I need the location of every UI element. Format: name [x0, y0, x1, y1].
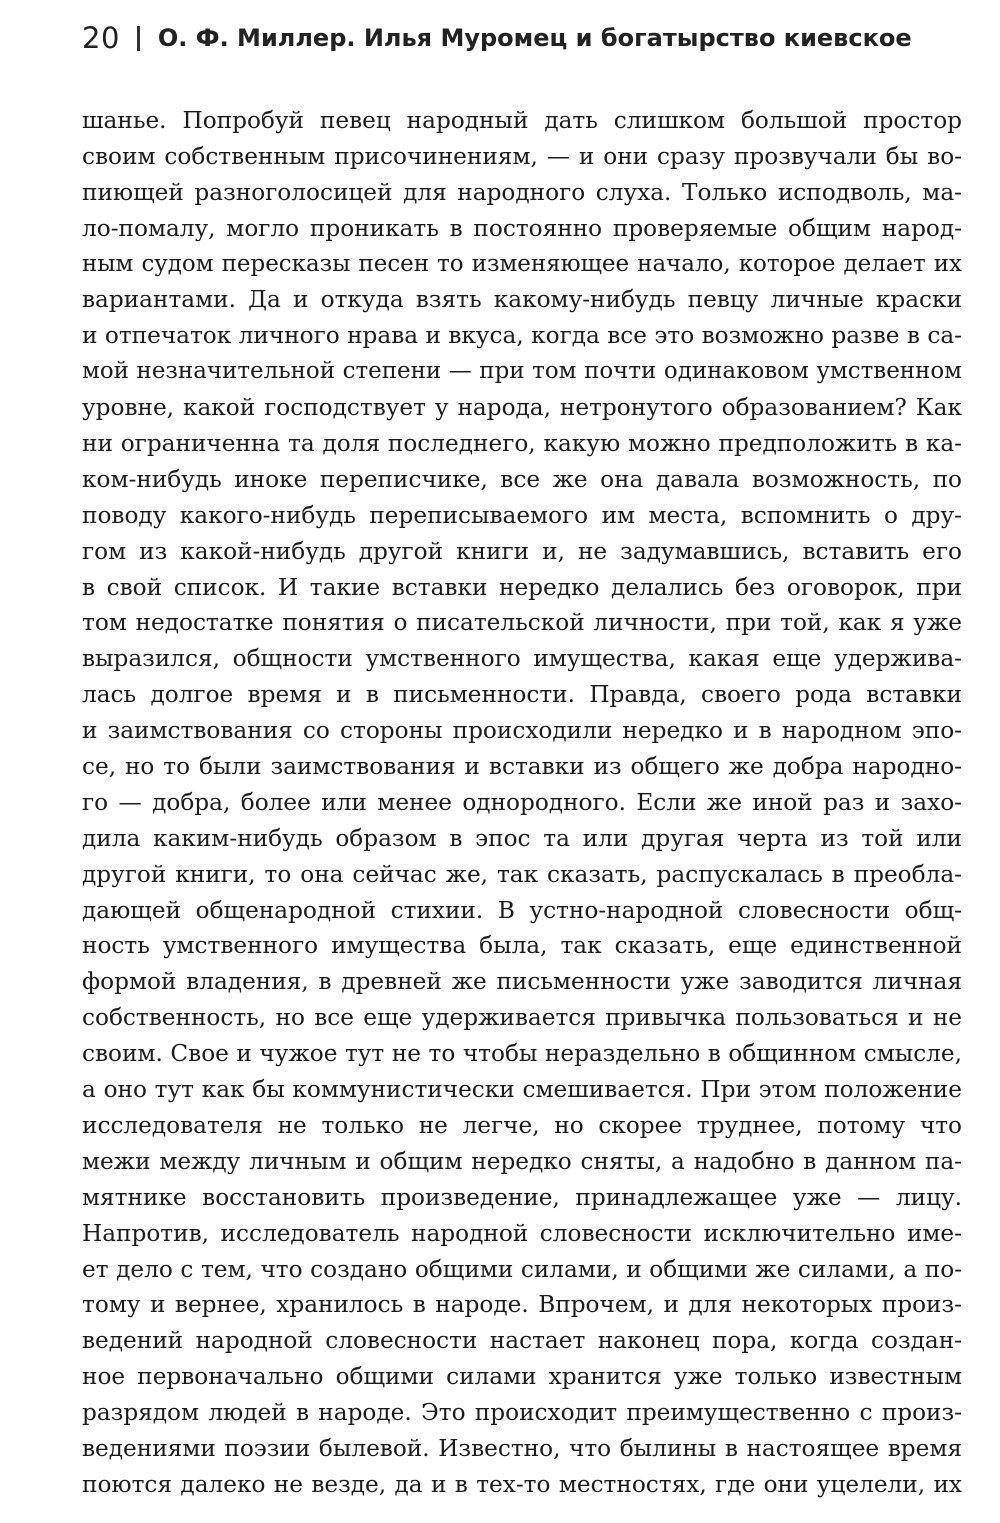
text-line: уровне, какой господствует у народа, нетронутого образованием? Как	[82, 394, 962, 422]
text-line: ность умственного имущества была, так сказать, еще единственной	[82, 932, 962, 960]
text-line: и отпечаток личного нрава и вкуса, когда все это возможно разве в са-	[82, 322, 962, 350]
text-line: том недостатке понятия о писательской личности, при той, как я уже	[82, 609, 962, 637]
text-line: другой книги, то она сейчас же, так сказать, распускалась в преобла-	[82, 860, 962, 888]
text-line: ведений народной словесности настает наконец пора, когда создан-	[82, 1327, 962, 1355]
text-line: ло-помалу, могло проникать в постоянно проверяемые общим народ-	[82, 214, 962, 242]
text-line: мятнике восстановить произведение, принадлежащее уже — лицу.	[82, 1183, 962, 1211]
text-line: а оно тут как бы коммунистически смешивается. При этом положение	[82, 1076, 962, 1104]
text-line: разрядом людей в народе. Это происходит преимущественно с произ-	[82, 1399, 962, 1427]
text-line: тому и вернее, хранилось в народе. Впрочем, и для некоторых произ-	[82, 1291, 962, 1319]
text-line: ным судом пересказы песен то изменяющее начало, которое делает их	[82, 250, 962, 277]
text-line: собственность, но все еще удерживается привычка пользоваться и не	[82, 1004, 962, 1032]
text-line: поводу какого-нибудь переписываемого им места, вспомнить о дру-	[82, 501, 962, 529]
text-line: межи между личным и общим нередко сняты, а надобно в данном па-	[82, 1147, 962, 1175]
text-line: лась долгое время и в письменности. Правда, своего рода вставки	[82, 681, 962, 709]
text-line: выразился, общности умственного имущества, какая еще удержива-	[82, 645, 962, 673]
header-divider	[137, 26, 140, 51]
text-line: своим. Свое и чужое тут не то чтобы нераздельно в общинном смысле,	[82, 1040, 962, 1068]
page-number: 20	[82, 21, 120, 55]
text-line: вариантами. Да и откуда взять какому-нибудь певцу личные краски	[82, 286, 962, 314]
text-line: пиющей разноголосицей для народного слуха. Только исподволь, ма-	[82, 178, 962, 206]
text-line: шанье. Попробуй певец народный дать слишком большой простор	[82, 107, 962, 134]
text-line: ет дело с тем, что создано общими силами, и общими же силами, а по-	[82, 1255, 962, 1283]
running-head	[82, 16, 912, 60]
text-line: исследователя не только не легче, но скорее труднее, потому что	[82, 1111, 962, 1139]
text-line: поются далеко не везде, да и в тех-то местностях, где они уцелели, их	[82, 1470, 962, 1498]
text-line: мой незначительной степени — при том почти одинаковом умственном	[82, 358, 962, 385]
text-line: ни ограниченна та доля последнего, какую можно предположить в ка-	[82, 430, 962, 458]
text-line: в свой список. И такие вставки нередко делались без оговорок, при	[82, 573, 962, 601]
text-line: своим собственным присочинениям, — и они сразу прозвучали бы во-	[82, 142, 962, 170]
text-line: ведениями поэзии былевой. Известно, что былины в настоящее время	[82, 1434, 962, 1462]
text-line: Напротив, исследователь народной словесности исключительно име-	[82, 1219, 962, 1247]
text-line: ное первоначально общими силами хранится уже только известным	[82, 1363, 962, 1391]
text-line: и заимствования со стороны происходили нередко и в народном эпо-	[82, 717, 962, 745]
text-line: дила каким-нибудь образом в эпос та или другая черта из той или	[82, 824, 962, 852]
body-text	[82, 103, 962, 1503]
text-line: гом из какой-нибудь другой книги и, не задумавшись, вставить его	[82, 537, 962, 565]
text-line: формой владения, в древней же письменности уже заводится личная	[82, 968, 962, 996]
running-title: О. Ф. Миллер. Илья Муромец и богатырство киевское	[157, 24, 912, 52]
text-line: ком-нибудь иноке переписчике, все же она давала возможность, по	[82, 465, 962, 493]
text-line: го — добра, более или менее однородного. Если же иной раз и захо-	[82, 788, 962, 816]
text-line: се, но то были заимствования и вставки из общего же добра народно-	[82, 753, 962, 781]
text-line: дающей общенародной стихии. В устно-народной словесности общ-	[82, 896, 962, 924]
